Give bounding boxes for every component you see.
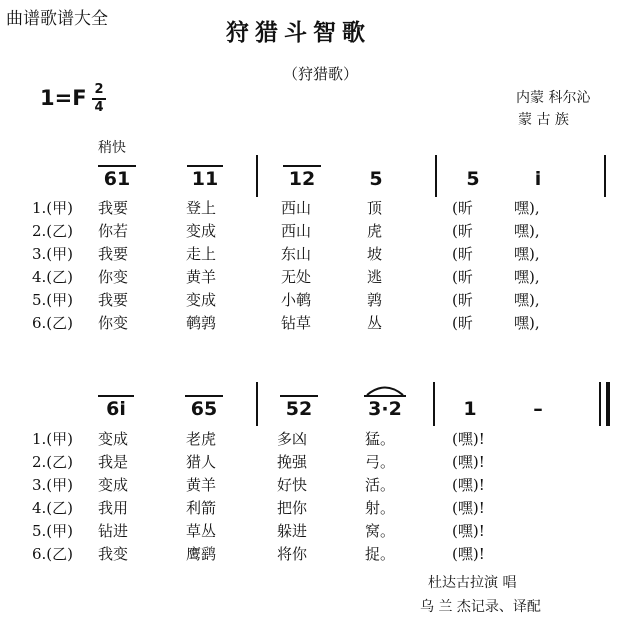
lyric-syllable: 我用 [98,499,129,517]
verse-line [0,474,640,496]
note-group-text: 61 [103,168,131,190]
verse-number: 5.(甲) [32,291,74,309]
lyric-syllable: 钻进 [98,522,129,540]
lyric-syllable: 西山 [281,199,312,217]
verse-number: 5.(甲) [32,522,74,540]
lyric-syllable: 把你 [277,499,308,517]
verse-line [0,428,640,450]
lyric-syllable: (嘿)! [452,453,485,471]
lyric-syllable: (嘿)! [452,476,485,494]
lyric-syllable: 射。 [365,499,396,517]
note-dash [528,398,548,420]
credit-singer: 杜达古拉演 唱 [428,575,517,591]
lyric-syllable: 无处 [281,268,312,286]
verse-number: 3.(甲) [32,476,74,494]
lyric-syllable: 顶 [367,199,383,217]
lyric-syllable: 多凶 [277,430,308,448]
verse-line [0,543,640,565]
barline [435,155,437,197]
note-group [98,168,136,190]
note-group-text: 6i [106,398,126,420]
lyric-syllable: 好快 [277,476,308,494]
lyric-syllable: (昕 [452,268,473,286]
verse-number: 6.(乙) [32,314,74,332]
lyric-syllable: 西山 [281,222,312,240]
credit-recorder: 乌 兰 杰记录、译配 [420,599,541,615]
verse-number: 1.(甲) [32,199,74,217]
verse-number: 6.(乙) [32,545,74,563]
note-group [364,398,406,420]
note [368,168,384,190]
time-signature-bottom: 4 [94,100,104,115]
note-group-text: 52 [285,398,313,420]
note-group [185,398,223,420]
note-group-text: 11 [191,168,219,190]
barline [256,382,258,426]
barline [604,155,606,197]
verse-number: 4.(乙) [32,268,74,286]
note [530,168,546,190]
note-group-text: 3·2 [368,398,402,420]
lyric-syllable: 老虎 [186,430,217,448]
lyric-syllable: 猛。 [365,430,396,448]
lyric-syllable: 草丛 [186,522,217,540]
lyric-syllable: 窝。 [365,522,396,540]
lyric-syllable: 嘿), [514,291,540,309]
verse-line [0,497,640,519]
lyric-syllable: 鹌鹑 [186,314,217,332]
lyric-syllable: 嘿), [514,245,540,263]
song-subtitle: （狩猎歌） [283,65,359,83]
lyric-syllable: 你若 [98,222,129,240]
lyric-syllable: 嘿), [514,222,540,240]
lyric-syllable: 嘿), [514,268,540,286]
lyric-syllable: 虎 [367,222,383,240]
lyric-syllable: 利箭 [186,499,217,517]
lyric-syllable: 我要 [98,291,129,309]
lyric-syllable: 弓。 [365,453,396,471]
lyric-syllable: 坡 [367,245,383,263]
barline [256,155,258,197]
barline [433,382,435,426]
note-group-text: 65 [190,398,218,420]
verse-line [0,220,640,242]
lyric-syllable: 走上 [186,245,217,263]
note-group [98,398,134,420]
note [465,168,481,190]
origin-region: 内蒙 科尔沁 [516,90,591,106]
verse-line [0,312,640,334]
lyric-syllable: 鹑 [367,291,383,309]
lyric-syllable: 将你 [277,545,308,563]
song-origin [516,87,590,131]
lyric-syllable: (昕 [452,222,473,240]
slur-mark [364,384,406,396]
note-dash-text: – [533,398,543,420]
lyric-syllable: 你变 [98,314,129,332]
verse-number: 2.(乙) [32,453,74,471]
time-signature [92,83,106,115]
lyric-syllable: 活。 [365,476,396,494]
lyric-syllable: 嘿), [514,199,540,217]
lyric-syllable: 小鹌 [281,291,312,309]
lyric-syllable: 登上 [186,199,217,217]
time-signature-top: 2 [94,82,104,97]
verse-number: 2.(乙) [32,222,74,240]
lyric-syllable: (昕 [452,314,473,332]
lyric-syllable: 黄羊 [186,476,217,494]
lyric-syllable: 捉。 [365,545,396,563]
note-text: 5 [466,168,480,190]
note-text: 5 [369,168,383,190]
lyric-syllable: (昕 [452,291,473,309]
lyric-syllable: 变成 [186,222,217,240]
lyric-syllable: 变成 [98,476,129,494]
tempo-marking: 稍快 [98,140,126,156]
lyric-syllable: 我是 [98,453,129,471]
verse-number: 3.(甲) [32,245,74,263]
verse-number: 1.(甲) [32,430,74,448]
lyric-syllable: 逃 [367,268,383,286]
lyric-syllable: (嘿)! [452,522,485,540]
watermark-text: 曲谱歌谱大全 [6,9,108,29]
key-signature: 1=F [40,86,87,110]
credits [420,571,541,619]
lyric-syllable: (嘿)! [452,545,485,563]
note-group [280,398,318,420]
lyric-syllable: 我要 [98,199,129,217]
note [462,398,478,420]
lyric-syllable: 丛 [367,314,383,332]
verse-line [0,243,640,265]
lyric-syllable: 你变 [98,268,129,286]
lyric-syllable: 黄羊 [186,268,217,286]
lyric-syllable: 挽强 [277,453,308,471]
barline [599,382,601,426]
lyric-syllable: (昕 [452,245,473,263]
lyric-syllable: 我变 [98,545,129,563]
note-group [283,168,321,190]
lyric-syllable: 变成 [98,430,129,448]
lyric-syllable: 躲进 [277,522,308,540]
verse-line [0,266,640,288]
song-title: 狩猎斗智歌 [226,19,371,46]
verse-line [0,289,640,311]
lyric-syllable: (昕 [452,199,473,217]
lyric-syllable: (嘿)! [452,430,485,448]
note-group [187,168,223,190]
verse-line [0,520,640,542]
lyric-syllable: 嘿), [514,314,540,332]
lyric-syllable: 变成 [186,291,217,309]
lyric-syllable: 钻草 [281,314,312,332]
note-text: 1 [463,398,477,420]
note-group-text: 12 [288,168,316,190]
verse-line [0,451,640,473]
note-text: i [534,168,542,190]
verse-number: 4.(乙) [32,499,74,517]
lyric-syllable: 东山 [281,245,312,263]
origin-ethnicity: 蒙 古 族 [518,112,569,128]
lyric-syllable: (嘿)! [452,499,485,517]
lyric-syllable: 我要 [98,245,129,263]
lyric-syllable: 鹰鹞 [186,545,217,563]
verse-line [0,197,640,219]
final-barline [606,382,610,426]
lyric-syllable: 猎人 [186,453,217,471]
